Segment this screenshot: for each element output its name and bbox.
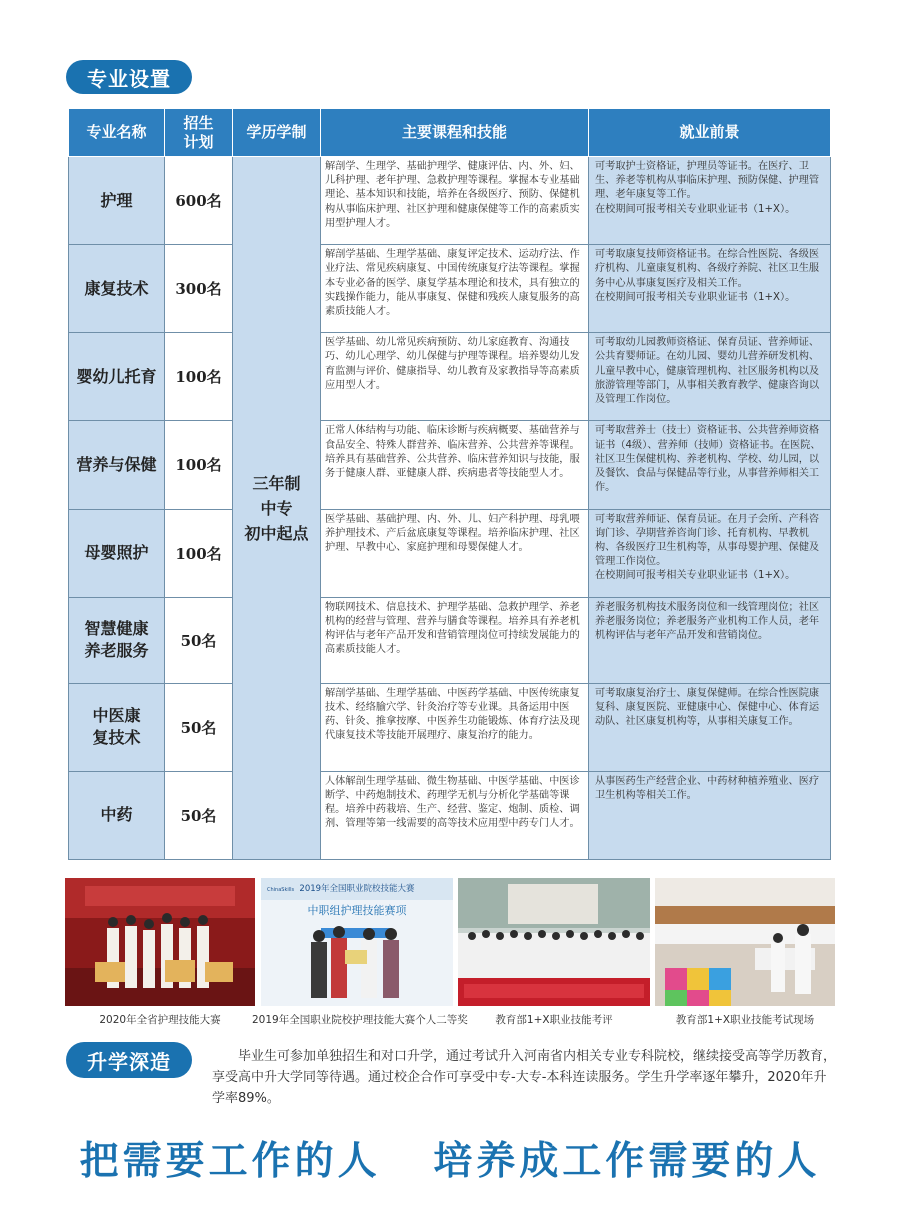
section-title-majors: 专业设置	[66, 60, 192, 94]
career-text: 可考取护士资格证，护理员等证书。在医疗、卫生、养老等机构从事临床护理、预防保健、护理管理、老年康复等工作。 在校期间可报考相关专业职业证书（1+X）。	[589, 157, 831, 245]
major-name: 婴幼儿托育	[69, 333, 165, 421]
further-study-text: 毕业生可参加单独招生和对口升学，通过考试升入河南省内相关专业专科院校，继续接受高等学历教育，享受高中升大学同等待遇。通过校企合作可享受中专-大专-本科连读服务。学生升学率逐年攀升，2020年升学率89%。	[212, 1049, 837, 1106]
course-text: 解剖学基础、生理学基础、中医药学基础、中医传统康复技术、经络腧穴学、针灸治疗等专业课。具备运用中医药、针灸、推拿按摩、中医养生功能锻炼、体育疗法及现代康复技术等技能开展理疗、康复治疗的能力。	[321, 683, 589, 771]
major-name: 中医康 复技术	[69, 683, 165, 771]
career-text: 可考取营养士（技士）资格证书、公共营养师资格证书（4级）、营养师（技师）资格证书。在医院、社区卫生保健机构、养老机构、学校、幼儿园，以及餐饮、食品与保健品等行业，从事营养师相关工作。	[589, 421, 831, 509]
career-text: 养老服务机构技术服务岗位和一线管理岗位；社区养老服务岗位；养老服务产业机构工作人员，老年机构评估与老年产品开发和营销岗位。	[589, 597, 831, 683]
career-text: 可考取幼儿园教师资格证、保育员证、营养师证、公共育婴师证。在幼儿园、婴幼儿营养研发机构、儿童早教中心，健康管理机构、社区服务机构以及旅游管理等部门，从事相关教育教学、健康咨询以及管理工作岗位。	[589, 333, 831, 421]
enrollment-plan: 100名	[165, 421, 233, 509]
career-text: 可考取康复技师资格证书。在综合性医院、各级医疗机构、儿童康复机构、各级疗养院、社区卫生服务中心从事康复医疗及相关工作。 在校期间可报考相关专业职业证书（1+X）。	[589, 245, 831, 333]
header-education: 学历学制	[233, 109, 321, 157]
edu-entry: 初中起点	[244, 523, 309, 543]
photo-caption: 教育部1+X职业技能考评	[495, 1014, 613, 1026]
photo-national-award	[261, 878, 453, 1006]
table-header-row	[69, 109, 831, 157]
table-row	[69, 597, 831, 683]
major-name: 智慧健康 养老服务	[69, 597, 165, 683]
table-row	[69, 333, 831, 421]
slogan-right: 培养成工作需要的人	[433, 1139, 821, 1184]
photo-sub-text: 中职组护理技能赛项	[307, 904, 407, 917]
header-enrollment-plan	[165, 109, 233, 157]
edu-level: 中专	[260, 498, 293, 518]
enrollment-plan: 50名	[165, 683, 233, 771]
header-plan-line1: 招生	[183, 113, 214, 132]
photo-1x-exam-site	[655, 878, 835, 1006]
photo-banner-text: 2019年全国职业院校技能大赛	[299, 884, 415, 894]
section-title-further-study: 升学深造	[66, 1042, 192, 1078]
majors-table	[68, 108, 831, 860]
major-name: 中药	[69, 771, 165, 859]
header-plan-line2: 计划	[183, 132, 214, 151]
edu-duration: 三年制	[252, 473, 301, 493]
course-text: 正常人体结构与功能、临床诊断与疾病概要、基础营养与食品安全、特殊人群营养、临床营养、公共营养等课程。培养具有基础营养、公共营养、临床营养知识与技能，服务于健康人群、亚健康人群、疾病患者等技能型人才。	[321, 421, 589, 509]
course-text: 医学基础、幼儿常见疾病预防、幼儿家庭教育、沟通技巧、幼儿心理学、幼儿保健与护理等课程。培养婴幼儿发育监测与评价、健康指导、幼儿教育及家教指导等高素质应用型人才。	[321, 333, 589, 421]
enrollment-plan: 300名	[165, 245, 233, 333]
course-text: 物联网技术、信息技术、护理学基础、急救护理学、养老机构的经营与管理、营养与膳食等课程。培养具有养老机构评估与老年产品开发和营销管理岗位可持续发展能力的高素质技能人才。	[321, 597, 589, 683]
major-name: 营养与保健	[69, 421, 165, 509]
slogan	[0, 1130, 900, 1186]
header-major-name: 专业名称	[69, 109, 165, 157]
slogan-left: 把需要工作的人	[79, 1139, 381, 1184]
enrollment-plan: 600名	[165, 157, 233, 245]
table-row	[69, 421, 831, 509]
career-text: 从事医药生产经营企业、中药材种植养殖业、医疗卫生机构等相关工作。	[589, 771, 831, 859]
enrollment-plan: 50名	[165, 771, 233, 859]
career-text: 可考取营养师证、保育员证。在月子会所、产科咨询门诊、孕期营养咨询门诊、托育机构、早教机构、各级医疗卫生机构等，从事母婴护理、保健及管理工作岗位。 在校期间可报考相关专业职业证书（1+X）。	[589, 509, 831, 597]
photo-logo-text: ChinaSkills	[267, 887, 295, 893]
course-text: 解剖学基础、生理学基础、康复评定技术、运动疗法、作业疗法、常见疾病康复、中国传统康复疗法等课程。掌握本专业必备的医学、康复学基本理论和技术，具有独立的实践操作能力，能从事康复、保健和残疾人康复服务的高素质技能人才。	[321, 245, 589, 333]
table-row	[69, 157, 831, 245]
major-name: 康复技术	[69, 245, 165, 333]
enrollment-plan: 100名	[165, 509, 233, 597]
major-name: 母婴照护	[69, 509, 165, 597]
photo-caption: 2020年全省护理技能大赛	[99, 1014, 221, 1026]
photo-caption: 2019年全国职业院校护理技能大赛个人二等奖	[252, 1014, 468, 1026]
table-row	[69, 509, 831, 597]
major-name: 护理	[69, 157, 165, 245]
course-text: 医学基础、基础护理、内、外、儿、妇产科护理、母乳喂养护理技术、产后盆底康复等课程。培养临床护理、社区护理、早教中心、家庭护理和母婴保健人才。	[321, 509, 589, 597]
header-courses: 主要课程和技能	[321, 109, 589, 157]
enrollment-plan: 100名	[165, 333, 233, 421]
table-row	[69, 771, 831, 859]
enrollment-plan: 50名	[165, 597, 233, 683]
course-text: 解剖学、生理学、基础护理学、健康评估、内、外、妇、儿科护理、老年护理、急救护理等课程。掌握本专业基础理论、基本知识和技能，培养在各级医疗、预防、保健机构从事临床护理、社区护理和健康保健等工作的高素质实用型护理人才。	[321, 157, 589, 245]
education-cell	[233, 157, 321, 860]
career-text: 可考取康复治疗士、康复保健师。在综合性医院康复科、康复医院、亚健康中心、保健中心、体育运动队、社区康复机构等，从事相关康复工作。	[589, 683, 831, 771]
course-text: 人体解剖生理学基础、微生物基础、中医学基础、中医诊断学、中药炮制技术、药理学无机与分析化学基础等课程。培养中药栽培、生产、经营、鉴定、炮制、质检、调剂、管理等第一线需要的高等技术应用型中药专门人才。	[321, 771, 589, 859]
photo-caption: 教育部1+X职业技能考试现场	[675, 1014, 815, 1026]
table-row	[69, 245, 831, 333]
photo-1x-evaluation	[458, 878, 650, 1006]
table-row	[69, 683, 831, 771]
photo-skills-competition	[65, 878, 255, 1006]
header-career: 就业前景	[589, 109, 831, 157]
